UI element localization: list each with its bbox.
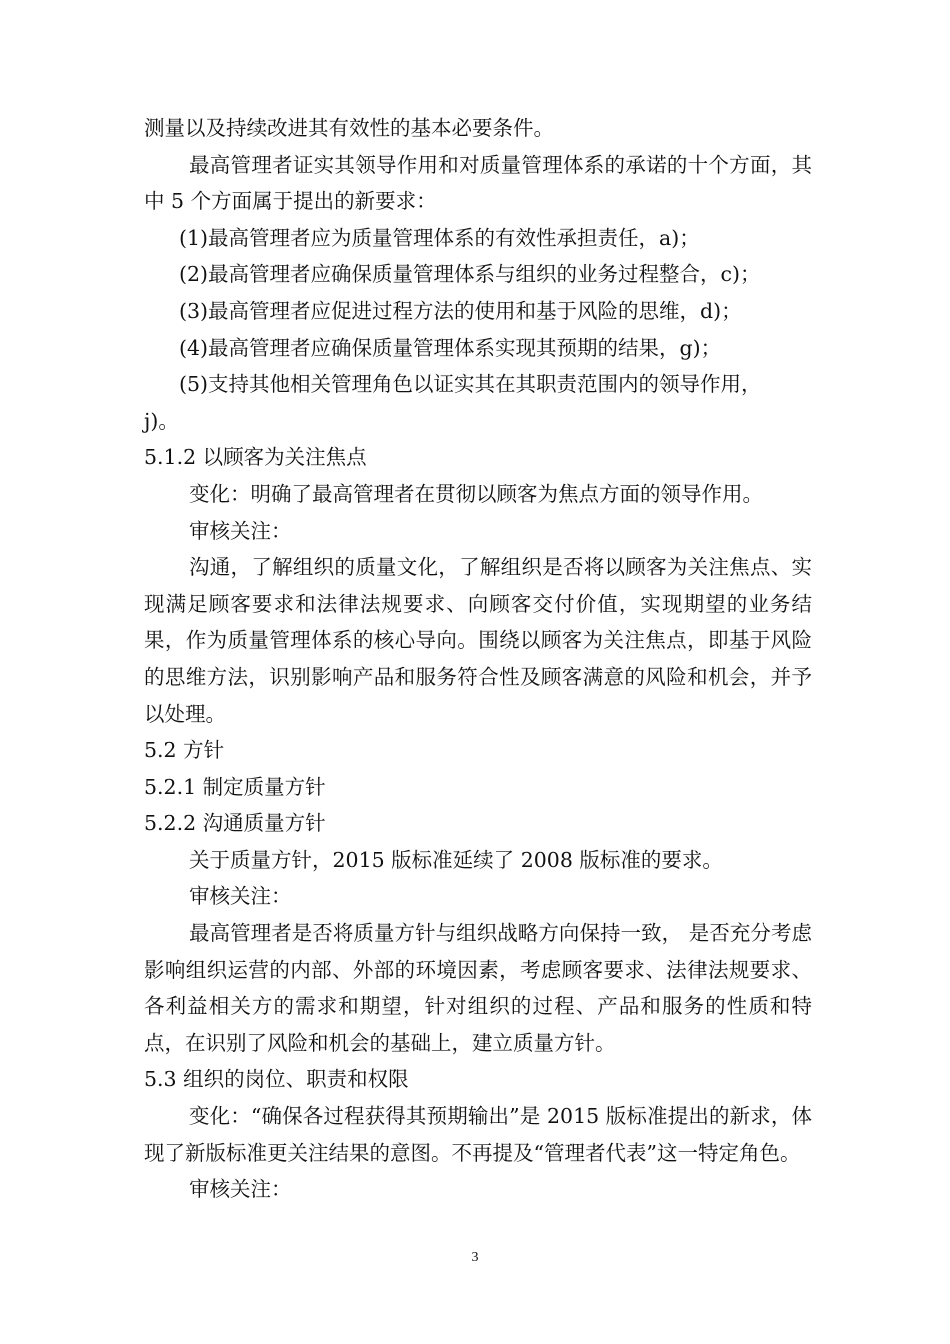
- audit-focus-label: 审核关注：: [189, 1177, 292, 1202]
- list-item-1: (1)最高管理者应为质量管理体系的有效性承担责任，a)；: [179, 225, 700, 250]
- section-heading-5-3: 5.3 组织的岗位、职责和权限: [144, 1067, 409, 1092]
- list-item-5: (5)支持其他相关管理角色以证实其在其职责范围内的领导作用，: [179, 372, 762, 397]
- paragraph-audit-5-1-2: 沟通，了解组织的质量文化，了解组织是否将以顾客为关注焦点、实现满足顾客要求和法律法规要求、向顾客交付价值，实现期望的业务结果，作为质量管理体系的核心导向。围绕以顾客为关注焦点，即基于风险的思维方法，识别影响产品和服务符合性及顾客满意的风险和机会，并予以处理。: [144, 555, 812, 726]
- list-item-3: (3)最高管理者应促进过程方法的使用和基于风险的思维，d)；: [179, 298, 742, 323]
- paragraph-leadership-commitment: 最高管理者证实其领导作用和对质量管理体系的承诺的十个方面，其中 5 个方面属于提出的新要求：: [144, 152, 812, 214]
- paragraph-change-5-3: 变化：“确保各过程获得其预期输出”是 2015 版标准提出的新求，体现了新版标准更关注结果的意图。不再提及“管理者代表”这一特定角色。: [144, 1104, 812, 1165]
- audit-focus-label: 审核关注：: [189, 884, 292, 909]
- paragraph-continuation: 测量以及持续改进其有效性的基本必要条件。: [144, 116, 554, 140]
- section-heading-5-1-2: 5.1.2 以顾客为关注焦点: [144, 445, 367, 470]
- list-item-4: (4)最高管理者应确保质量管理体系实现其预期的结果，g)；: [179, 335, 722, 360]
- page-number: 3: [471, 1250, 479, 1265]
- paragraph-change-5-1-2: 变化：明确了最高管理者在贯彻以顾客为焦点方面的领导作用。: [189, 481, 763, 506]
- section-heading-5-2-1: 5.2.1 制定质量方针: [144, 774, 326, 799]
- section-heading-5-2-2: 5.2.2 沟通质量方针: [144, 811, 326, 836]
- paragraph-audit-5-2: 最高管理者是否将质量方针与组织战略方向保持一致， 是否充分考虑影响组织运营的内部、外部的环境因素，考虑顾客要求、法律法规要求、各利益相关方的需求和期望，针对组织的过程、产品和服务的性质和特点，在识别了风险和机会的基础上，建立质量方针。: [144, 921, 812, 1055]
- section-heading-5-2: 5.2 方针: [144, 738, 225, 763]
- paragraph-policy-2015: 关于质量方针，2015 版标准延续了 2008 版标准的要求。: [189, 847, 723, 872]
- list-item-5-continuation: j)。: [144, 408, 179, 433]
- page-body: [144, 110, 812, 1208]
- list-item-2: (2)最高管理者应确保质量管理体系与组织的业务过程整合，c)；: [179, 262, 761, 287]
- audit-focus-label: 审核关注：: [189, 518, 292, 543]
